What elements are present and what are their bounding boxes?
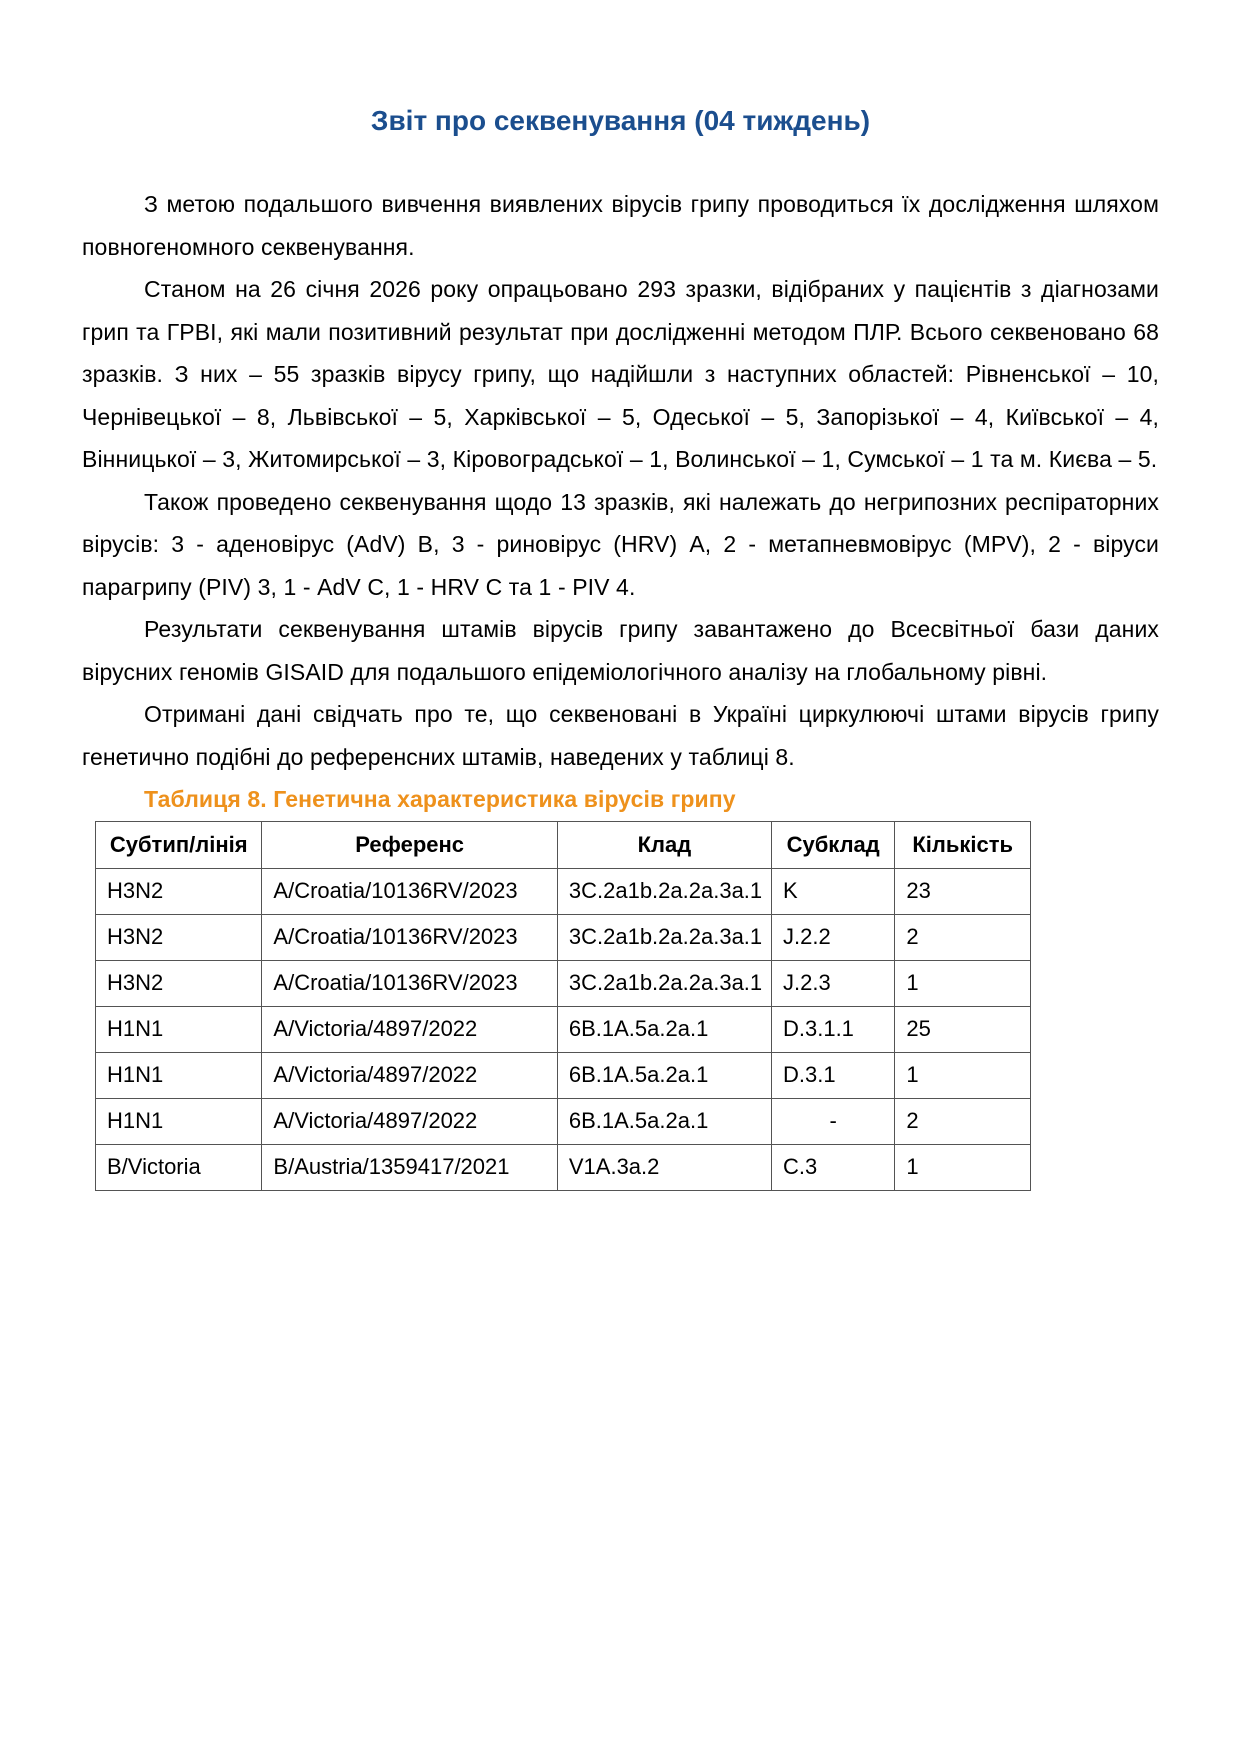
table-row — [96, 914, 1031, 960]
column-header-count: Кількість — [895, 821, 1031, 868]
table-cell: H3N2 — [96, 914, 262, 960]
table-cell: H1N1 — [96, 1098, 262, 1144]
table-cell: 1 — [895, 1052, 1031, 1098]
page-title: Звіт про секвенування (04 тиждень) — [370, 105, 871, 136]
table-cell: A/Croatia/10136RV/2023 — [262, 914, 557, 960]
table-cell: B/Victoria — [96, 1144, 262, 1190]
table-row — [96, 1006, 1031, 1052]
paragraph-intro: З метою подальшого вивчення виявлених вірусів грипу проводиться їх дослідження шляхом повногеномного секвенування. — [82, 191, 1159, 260]
table-row — [96, 1052, 1031, 1098]
paragraph-non-influenza: Також проведено секвенування щодо 13 зразків, які належать до негрипозних респіраторних вірусів: 3 - аденовірус (AdV) B, 3 - риновірус (HRV) A, 2 - метапневмовірус (MPV), 2 - віруси парагрипу (PIV) 3, 1 - AdV C, 1 - HRV C та 1 - PIV 4. — [82, 488, 1159, 600]
table-cell: V1A.3a.2 — [557, 1144, 771, 1190]
table-row — [96, 960, 1031, 1006]
table-cell: 25 — [895, 1006, 1031, 1052]
table-cell: 23 — [895, 868, 1031, 914]
table-cell: K — [771, 868, 894, 914]
table-header-row — [96, 821, 1031, 868]
table-cell: 1 — [895, 960, 1031, 1006]
table-cell: H1N1 — [96, 1052, 262, 1098]
paragraph-gisaid: Результати секвенування штамів вірусів грипу завантажено до Всесвітньої бази даних вірусних геномів GISAID для подальшого епідеміологічного аналізу на глобальному рівні. — [82, 616, 1159, 685]
report-body — [82, 183, 1159, 821]
table-body — [96, 868, 1031, 1190]
table-row — [96, 1144, 1031, 1190]
table-cell: J.2.2 — [771, 914, 894, 960]
table-cell: J.2.3 — [771, 960, 894, 1006]
table-cell: H1N1 — [96, 1006, 262, 1052]
table-cell: A/Victoria/4897/2022 — [262, 1098, 557, 1144]
table-cell: - — [771, 1098, 894, 1144]
table-cell: 3C.2a1b.2a.2a.3a.1 — [557, 868, 771, 914]
paragraph-samples-regions: Станом на 26 січня 2026 року опрацьовано 293 зразки, відібраних у пацієнтів з діагнозами грип та ГРВІ, які мали позитивний результат при дослідженні методом ПЛР. Всього секвеновано 68 зразків. З них – 55 зразків вірусу грипу, що надійшли з наступних областей: Рівненської – 10, Чернівецької – 8, Львівської – 5, Харківської – 5, Одеської – 5, Запорізької – 4, Київської – 4, Вінницької – 3, Житомирської – 3, Кіровоградської – 1, Волинської – 1, Сумської – 1 та м. Києва – 5. — [82, 276, 1159, 473]
table-cell: 1 — [895, 1144, 1031, 1190]
table-cell: 3C.2a1b.2a.2a.3a.1 — [557, 914, 771, 960]
table-caption: Таблиця 8. Генетична характеристика вірусів грипу — [144, 786, 736, 813]
column-header-subclade: Субклад — [771, 821, 894, 868]
table-cell: B/Austria/1359417/2021 — [262, 1144, 557, 1190]
column-header-reference: Референс — [262, 821, 557, 868]
paragraph-conclusion: Отримані дані свідчать про те, що секвеновані в Україні циркулюючі штами вірусів грипу генетично подібні до референсних штамів, наведених у таблиці 8. — [82, 701, 1159, 770]
table-cell: 3C.2a1b.2a.2a.3a.1 — [557, 960, 771, 1006]
table-row — [96, 868, 1031, 914]
table-cell: A/Victoria/4897/2022 — [262, 1052, 557, 1098]
table-cell: C.3 — [771, 1144, 894, 1190]
table-cell: D.3.1.1 — [771, 1006, 894, 1052]
table-cell: H3N2 — [96, 960, 262, 1006]
table-cell: 2 — [895, 1098, 1031, 1144]
table-cell: 6B.1A.5a.2a.1 — [557, 1006, 771, 1052]
table-cell: 6B.1A.5a.2a.1 — [557, 1052, 771, 1098]
table-cell: A/Croatia/10136RV/2023 — [262, 960, 557, 1006]
table-row — [96, 1098, 1031, 1144]
column-header-clade: Клад — [557, 821, 771, 868]
table-cell: A/Croatia/10136RV/2023 — [262, 868, 557, 914]
table-cell: H3N2 — [96, 868, 262, 914]
table-cell: 6B.1A.5a.2a.1 — [557, 1098, 771, 1144]
column-header-subtype: Субтип/лінія — [96, 821, 262, 868]
table-cell: A/Victoria/4897/2022 — [262, 1006, 557, 1052]
table-cell: D.3.1 — [771, 1052, 894, 1098]
table-cell: 2 — [895, 914, 1031, 960]
genetic-characteristics-table — [95, 821, 1031, 1191]
